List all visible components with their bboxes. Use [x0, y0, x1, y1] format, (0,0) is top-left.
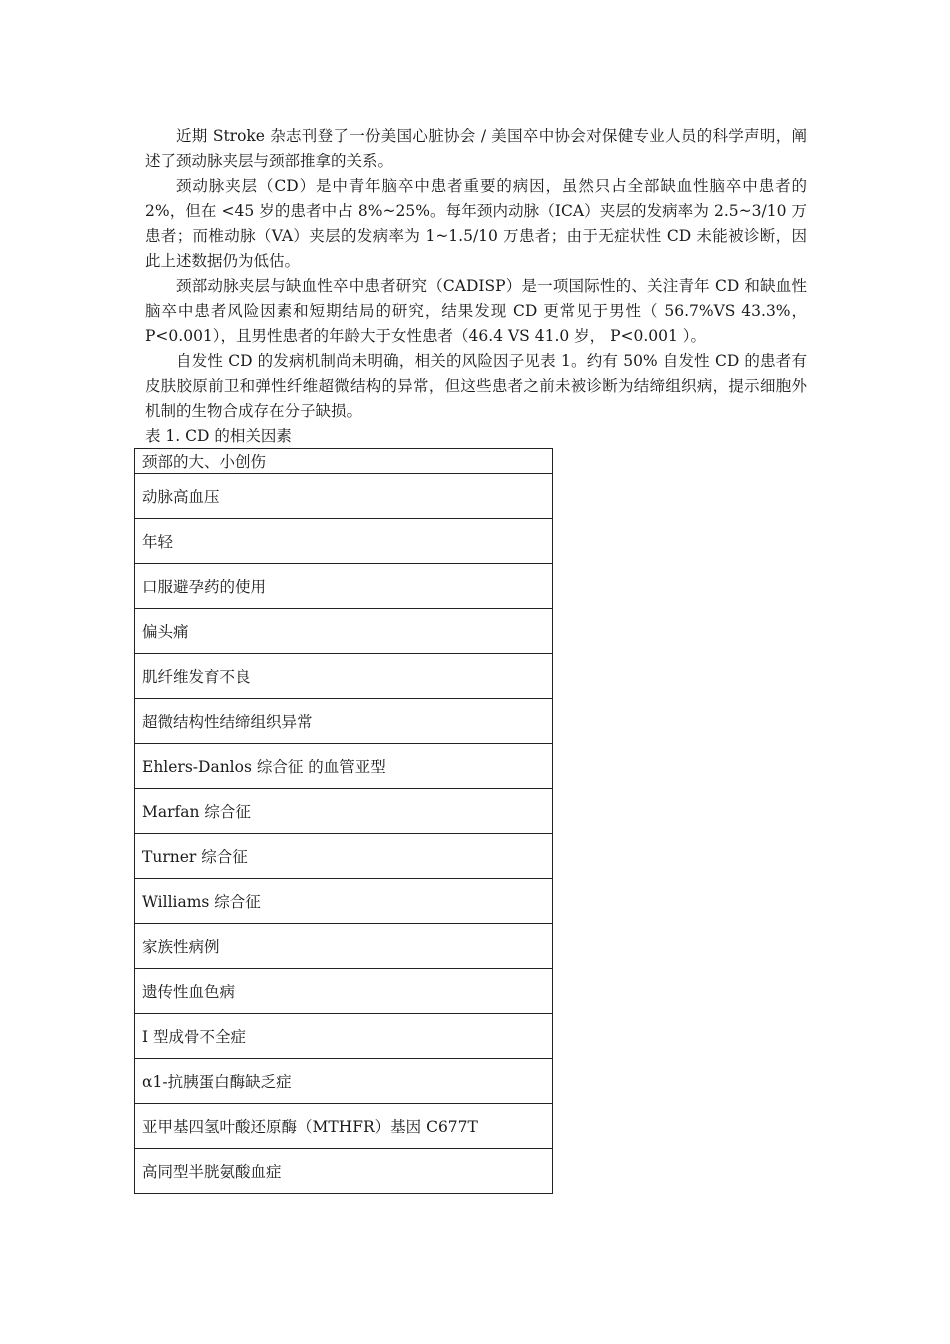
table-row: [135, 654, 553, 699]
table-row: [135, 449, 553, 474]
table-row: [135, 564, 553, 609]
table-row: [135, 744, 553, 789]
table-cell: Ehlers-Danlos 综合征 的血管亚型: [135, 744, 553, 789]
table-row: [135, 1149, 553, 1194]
table-cell: 超微结构性结缔组织异常: [135, 699, 553, 744]
table-cell: Turner 综合征: [135, 834, 553, 879]
table-cell: 家族性病例: [135, 924, 553, 969]
table-row: [135, 834, 553, 879]
table-cell: 亚甲基四氢叶酸还原酶（MTHFR）基因 C677T: [135, 1104, 553, 1149]
table-row: [135, 969, 553, 1014]
risk-factors-table: [134, 448, 553, 1194]
document-body: [145, 124, 812, 448]
table-row: [135, 879, 553, 924]
table-cell: 遗传性血色病: [135, 969, 553, 1014]
table-row: [135, 924, 553, 969]
table-cell: 高同型半胱氨酸血症: [135, 1149, 553, 1194]
table-caption: 表 1. CD 的相关因素: [145, 427, 292, 445]
table-row: [135, 519, 553, 564]
table-cell: 口服避孕药的使用: [135, 564, 553, 609]
table-cell: α1-抗胰蛋白酶缺乏症: [135, 1059, 553, 1104]
table-cell: 动脉高血压: [135, 474, 553, 519]
table-row: [135, 1104, 553, 1149]
table-row: [135, 699, 553, 744]
table-cell: 颈部的大、小创伤: [135, 449, 553, 474]
table-row: [135, 474, 553, 519]
table-cell: 肌纤维发育不良: [135, 654, 553, 699]
table-row: [135, 1014, 553, 1059]
table-row: [135, 1059, 553, 1104]
paragraph-2: 颈动脉夹层（CD）是中青年脑卒中患者重要的病因，虽然只占全部缺血性脑卒中患者的 2%，但在 <45 岁的患者中占 8%~25%。每年颈内动脉（ICA）夹层的发病率为 2.5~3/10 万患者；而椎动脉（VA）夹层的发病率为 1~1.5/10 万患者；由于无症状性 CD 未能被诊断，因此上述数据仍为低估。: [145, 177, 812, 270]
table-cell: I 型成骨不全症: [135, 1014, 553, 1059]
table-cell: Williams 综合征: [135, 879, 553, 924]
table-cell: 偏头痛: [135, 609, 553, 654]
table-row: [135, 609, 553, 654]
table-cell: Marfan 综合征: [135, 789, 553, 834]
paragraph-1: 近期 Stroke 杂志刊登了一份美国心脏协会 / 美国卒中协会对保健专业人员的科学声明，阐述了颈动脉夹层与颈部推拿的关系。: [145, 127, 807, 170]
paragraph-3: 颈部动脉夹层与缺血性卒中患者研究（CADISP）是一项国际性的、关注青年 CD 和缺血性脑卒中患者风险因素和短期结局的研究，结果发现 CD 更常见于男性（ 56.7%VS 43.3%，P<0.001），且男性患者的年龄大于女性患者（46.4 VS 41.0 岁， P<0.001 ）。: [145, 277, 807, 345]
table-row: [135, 789, 553, 834]
table-cell: 年轻: [135, 519, 553, 564]
paragraph-4: 自发性 CD 的发病机制尚未明确，相关的风险因子见表 1。约有 50% 自发性 CD 的患者有皮肤胶原前卫和弹性纤维超微结构的异常，但这些患者之前未被诊断为结缔组织病，提示细胞外机制的生物合成存在分子缺损。: [145, 352, 807, 420]
